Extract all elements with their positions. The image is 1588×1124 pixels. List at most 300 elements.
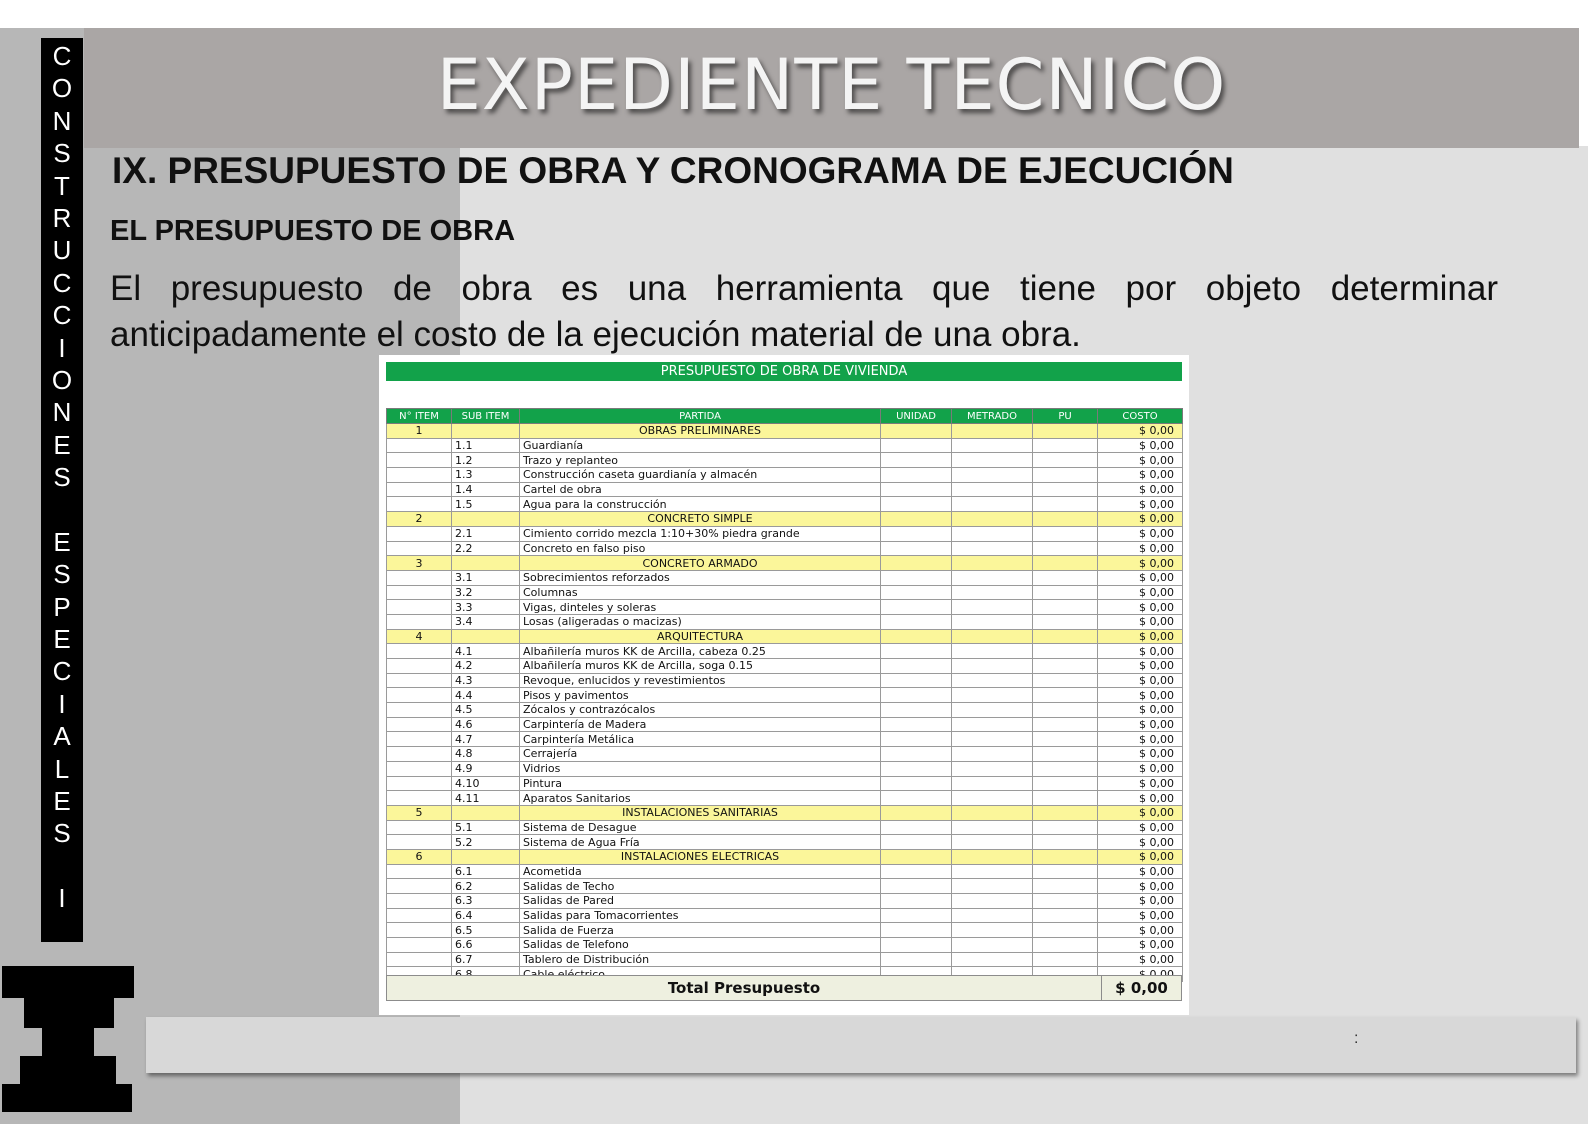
- table-row: [387, 644, 1183, 659]
- costo-cell: $ 0,00: [1098, 820, 1183, 835]
- sub-item-cell: [452, 424, 520, 439]
- pu-cell: [1033, 894, 1098, 909]
- vertical-label-letter: I: [58, 883, 66, 914]
- partida-cell: Carpintería de Madera: [520, 717, 881, 732]
- costo-cell: $ 0,00: [1098, 908, 1183, 923]
- metrado-cell: [952, 805, 1033, 820]
- costo-cell: $ 0,00: [1098, 629, 1183, 644]
- pu-cell: [1033, 438, 1098, 453]
- unidad-cell: [881, 864, 952, 879]
- metrado-cell: [952, 424, 1033, 439]
- unidad-cell: [881, 747, 952, 762]
- pu-cell: [1033, 541, 1098, 556]
- item-cell: [387, 747, 452, 762]
- unidad-cell: [881, 938, 952, 953]
- section-heading: IX. PRESUPUESTO DE OBRA Y CRONOGRAMA DE EJECUCIÓN: [112, 150, 1234, 191]
- item-cell: [387, 732, 452, 747]
- vertical-label: [41, 40, 83, 915]
- metrado-cell: [952, 908, 1033, 923]
- table-row: [387, 614, 1183, 629]
- partida-cell: Vidrios: [520, 761, 881, 776]
- item-cell: [387, 835, 452, 850]
- vertical-label-letter: S: [53, 818, 71, 849]
- partida-cell: Salidas para Tomacorrientes: [520, 908, 881, 923]
- vertical-label-letter: I: [58, 688, 66, 719]
- column-header: COSTO: [1098, 409, 1183, 424]
- sub-item-cell: 4.7: [452, 732, 520, 747]
- partida-cell: Zócalos y contrazócalos: [520, 703, 881, 718]
- sub-item-cell: 4.6: [452, 717, 520, 732]
- metrado-cell: [952, 761, 1033, 776]
- partida-cell: Salidas de Pared: [520, 894, 881, 909]
- costo-cell: $ 0,00: [1098, 952, 1183, 967]
- partida-cell: Albañilería muros KK de Arcilla, cabeza 0.25: [520, 644, 881, 659]
- partida-cell: Cartel de obra: [520, 482, 881, 497]
- item-cell: 3: [387, 556, 452, 571]
- sub-item-cell: 4.9: [452, 761, 520, 776]
- unidad-cell: [881, 556, 952, 571]
- total-label: Total Presupuesto: [387, 976, 1102, 1000]
- table-row: [387, 526, 1183, 541]
- table-row: [387, 688, 1183, 703]
- costo-cell: $ 0,00: [1098, 556, 1183, 571]
- metrado-cell: [952, 556, 1033, 571]
- pu-cell: [1033, 468, 1098, 483]
- unidad-cell: [881, 453, 952, 468]
- vertical-label-letter: C: [52, 300, 72, 331]
- footer-text: :: [1354, 1030, 1359, 1047]
- sub-item-cell: 4.3: [452, 673, 520, 688]
- pu-cell: [1033, 717, 1098, 732]
- partida-cell: Salidas de Telefono: [520, 938, 881, 953]
- unidad-cell: [881, 703, 952, 718]
- sub-item-cell: [452, 805, 520, 820]
- pu-cell: [1033, 526, 1098, 541]
- item-cell: [387, 438, 452, 453]
- sub-item-cell: 3.4: [452, 614, 520, 629]
- pu-cell: [1033, 453, 1098, 468]
- costo-cell: $ 0,00: [1098, 644, 1183, 659]
- unidad-cell: [881, 468, 952, 483]
- vertical-label-letter: E: [53, 429, 71, 460]
- costo-cell: $ 0,00: [1098, 497, 1183, 512]
- sub-item-cell: 1.5: [452, 497, 520, 512]
- item-cell: 4: [387, 629, 452, 644]
- partida-cell: Vigas, dinteles y soleras: [520, 600, 881, 615]
- table-row: [387, 879, 1183, 894]
- vertical-label-letter: O: [51, 73, 73, 104]
- table-row: [387, 820, 1183, 835]
- unidad-cell: [881, 673, 952, 688]
- budget-table-image: [379, 355, 1189, 1015]
- metrado-cell: [952, 482, 1033, 497]
- pu-cell: [1033, 673, 1098, 688]
- metrado-cell: [952, 732, 1033, 747]
- unidad-cell: [881, 923, 952, 938]
- partida-cell: Cerrajería: [520, 747, 881, 762]
- unidad-cell: [881, 908, 952, 923]
- metrado-cell: [952, 512, 1033, 527]
- partida-cell: Salidas de Techo: [520, 879, 881, 894]
- partida-cell: Concreto en falso piso: [520, 541, 881, 556]
- table-row: [387, 747, 1183, 762]
- item-cell: [387, 894, 452, 909]
- sub-item-cell: 4.8: [452, 747, 520, 762]
- pu-cell: [1033, 805, 1098, 820]
- item-cell: [387, 688, 452, 703]
- sub-item-cell: 3.1: [452, 570, 520, 585]
- costo-cell: $ 0,00: [1098, 732, 1183, 747]
- costo-cell: $ 0,00: [1098, 923, 1183, 938]
- item-cell: 2: [387, 512, 452, 527]
- total-row: [386, 975, 1182, 1001]
- table-row: [387, 703, 1183, 718]
- table-row: [387, 453, 1183, 468]
- vertical-label-letter: O: [51, 364, 73, 395]
- vertical-label-letter: P: [53, 591, 71, 622]
- metrado-cell: [952, 438, 1033, 453]
- table-row: [387, 732, 1183, 747]
- vertical-label-letter: T: [54, 170, 70, 201]
- pu-cell: [1033, 864, 1098, 879]
- item-cell: 5: [387, 805, 452, 820]
- table-row: [387, 482, 1183, 497]
- metrado-cell: [952, 688, 1033, 703]
- costo-cell: $ 0,00: [1098, 482, 1183, 497]
- table-row: [387, 659, 1183, 674]
- unidad-cell: [881, 835, 952, 850]
- partida-cell: Guardianía: [520, 438, 881, 453]
- costo-cell: $ 0,00: [1098, 835, 1183, 850]
- unidad-cell: [881, 497, 952, 512]
- costo-cell: $ 0,00: [1098, 424, 1183, 439]
- table-row: [387, 497, 1183, 512]
- pu-cell: [1033, 556, 1098, 571]
- metrado-cell: [952, 776, 1033, 791]
- table-row: [387, 761, 1183, 776]
- costo-cell: $ 0,00: [1098, 849, 1183, 864]
- vertical-label-letter: I: [58, 332, 66, 363]
- unidad-cell: [881, 526, 952, 541]
- costo-cell: $ 0,00: [1098, 776, 1183, 791]
- partida-cell: CONCRETO SIMPLE: [520, 512, 881, 527]
- vertical-label-letter: N: [52, 397, 72, 428]
- costo-cell: $ 0,00: [1098, 585, 1183, 600]
- metrado-cell: [952, 938, 1033, 953]
- table-row: [387, 952, 1183, 967]
- sub-item-cell: 1.1: [452, 438, 520, 453]
- item-cell: [387, 585, 452, 600]
- column-header: PU: [1033, 409, 1098, 424]
- costo-cell: $ 0,00: [1098, 570, 1183, 585]
- vertical-label-letter: R: [52, 202, 72, 233]
- section-subheading: EL PRESUPUESTO DE OBRA: [110, 215, 516, 247]
- item-cell: [387, 600, 452, 615]
- pu-cell: [1033, 849, 1098, 864]
- costo-cell: $ 0,00: [1098, 453, 1183, 468]
- item-cell: [387, 879, 452, 894]
- sub-item-cell: 5.1: [452, 820, 520, 835]
- costo-cell: $ 0,00: [1098, 791, 1183, 806]
- sub-item-cell: 4.11: [452, 791, 520, 806]
- sub-item-cell: 2.2: [452, 541, 520, 556]
- costo-cell: $ 0,00: [1098, 805, 1183, 820]
- partida-cell: Sistema de Agua Fría: [520, 835, 881, 850]
- table-row: [387, 600, 1183, 615]
- unidad-cell: [881, 894, 952, 909]
- costo-cell: $ 0,00: [1098, 512, 1183, 527]
- sub-item-cell: 1.2: [452, 453, 520, 468]
- unidad-cell: [881, 541, 952, 556]
- pu-cell: [1033, 835, 1098, 850]
- item-cell: [387, 703, 452, 718]
- page-title: EXPEDIENTE TECNICO: [436, 44, 1227, 126]
- table-row: [387, 673, 1183, 688]
- unidad-cell: [881, 512, 952, 527]
- item-cell: [387, 791, 452, 806]
- table-row: [387, 585, 1183, 600]
- sub-item-cell: 4.5: [452, 703, 520, 718]
- vertical-label-letter: C: [52, 656, 72, 687]
- item-cell: [387, 717, 452, 732]
- unidad-cell: [881, 438, 952, 453]
- table-row: [387, 908, 1183, 923]
- pu-cell: [1033, 600, 1098, 615]
- unidad-cell: [881, 600, 952, 615]
- sub-item-cell: 4.2: [452, 659, 520, 674]
- metrado-cell: [952, 644, 1033, 659]
- metrado-cell: [952, 541, 1033, 556]
- table-row: [387, 791, 1183, 806]
- costo-cell: $ 0,00: [1098, 600, 1183, 615]
- column-header: METRADO: [952, 409, 1033, 424]
- table-row: [387, 468, 1183, 483]
- pu-cell: [1033, 747, 1098, 762]
- costo-cell: $ 0,00: [1098, 526, 1183, 541]
- partida-cell: Pisos y pavimentos: [520, 688, 881, 703]
- partida-cell: Construcción caseta guardianía y almacén: [520, 468, 881, 483]
- item-cell: [387, 497, 452, 512]
- sub-item-cell: 1.4: [452, 482, 520, 497]
- metrado-cell: [952, 673, 1033, 688]
- item-cell: [387, 938, 452, 953]
- vertical-label-letter: U: [52, 235, 72, 266]
- metrado-cell: [952, 894, 1033, 909]
- sub-item-cell: 6.5: [452, 923, 520, 938]
- metrado-cell: [952, 659, 1033, 674]
- metrado-cell: [952, 791, 1033, 806]
- partida-cell: Aparatos Sanitarios: [520, 791, 881, 806]
- table-row: [387, 894, 1183, 909]
- unidad-cell: [881, 614, 952, 629]
- partida-cell: Sobrecimientos reforzados: [520, 570, 881, 585]
- item-cell: [387, 864, 452, 879]
- costo-cell: $ 0,00: [1098, 879, 1183, 894]
- sub-item-cell: 4.10: [452, 776, 520, 791]
- unidad-cell: [881, 776, 952, 791]
- partida-cell: Salida de Fuerza: [520, 923, 881, 938]
- costo-cell: $ 0,00: [1098, 541, 1183, 556]
- sub-item-cell: 3.2: [452, 585, 520, 600]
- unidad-cell: [881, 820, 952, 835]
- sub-item-cell: 6.4: [452, 908, 520, 923]
- unidad-cell: [881, 805, 952, 820]
- partida-cell: ARQUITECTURA: [520, 629, 881, 644]
- metrado-cell: [952, 835, 1033, 850]
- pu-cell: [1033, 570, 1098, 585]
- sub-item-cell: [452, 512, 520, 527]
- item-cell: [387, 952, 452, 967]
- column-header: N° ITEM: [387, 409, 452, 424]
- vertical-label-letter: A: [53, 721, 71, 752]
- metrado-cell: [952, 879, 1033, 894]
- table-section-row: [387, 805, 1183, 820]
- pu-cell: [1033, 938, 1098, 953]
- metrado-cell: [952, 849, 1033, 864]
- pu-cell: [1033, 644, 1098, 659]
- metrado-cell: [952, 703, 1033, 718]
- costo-cell: $ 0,00: [1098, 747, 1183, 762]
- metrado-cell: [952, 629, 1033, 644]
- metrado-cell: [952, 614, 1033, 629]
- pu-cell: [1033, 497, 1098, 512]
- costo-cell: $ 0,00: [1098, 894, 1183, 909]
- metrado-cell: [952, 747, 1033, 762]
- unidad-cell: [881, 424, 952, 439]
- partida-cell: Columnas: [520, 585, 881, 600]
- vertical-label-letter: E: [53, 526, 71, 557]
- item-cell: [387, 614, 452, 629]
- costo-cell: $ 0,00: [1098, 688, 1183, 703]
- item-cell: 6: [387, 849, 452, 864]
- pu-cell: [1033, 585, 1098, 600]
- item-cell: [387, 453, 452, 468]
- metrado-cell: [952, 864, 1033, 879]
- partida-cell: Losas (aligeradas o macizas): [520, 614, 881, 629]
- partida-cell: Revoque, enlucidos y revestimientos: [520, 673, 881, 688]
- sub-item-cell: [452, 629, 520, 644]
- item-cell: [387, 908, 452, 923]
- table-section-row: [387, 424, 1183, 439]
- partida-cell: INSTALACIONES SANITARIAS: [520, 805, 881, 820]
- costo-cell: $ 0,00: [1098, 864, 1183, 879]
- footer-bar: [146, 1017, 1576, 1073]
- pu-cell: [1033, 820, 1098, 835]
- metrado-cell: [952, 526, 1033, 541]
- logo-icon: [2, 966, 136, 1114]
- column-header: PARTIDA: [520, 409, 881, 424]
- partida-cell: Carpintería Metálica: [520, 732, 881, 747]
- table-row: [387, 717, 1183, 732]
- metrado-cell: [952, 497, 1033, 512]
- table-row: [387, 438, 1183, 453]
- item-cell: [387, 673, 452, 688]
- table-section-row: [387, 512, 1183, 527]
- costo-cell: $ 0,00: [1098, 659, 1183, 674]
- pu-cell: [1033, 923, 1098, 938]
- unidad-cell: [881, 570, 952, 585]
- unidad-cell: [881, 629, 952, 644]
- partida-cell: Sistema de Desague: [520, 820, 881, 835]
- metrado-cell: [952, 923, 1033, 938]
- costo-cell: $ 0,00: [1098, 717, 1183, 732]
- partida-cell: Tablero de Distribución: [520, 952, 881, 967]
- budget-table: [386, 408, 1183, 982]
- vertical-label-letter: E: [53, 624, 71, 655]
- sub-item-cell: 6.6: [452, 938, 520, 953]
- vertical-label-letter: E: [53, 785, 71, 816]
- pu-cell: [1033, 732, 1098, 747]
- pu-cell: [1033, 761, 1098, 776]
- unidad-cell: [881, 644, 952, 659]
- pu-cell: [1033, 908, 1098, 923]
- sub-item-cell: [452, 849, 520, 864]
- unidad-cell: [881, 791, 952, 806]
- metrado-cell: [952, 600, 1033, 615]
- table-section-row: [387, 556, 1183, 571]
- partida-cell: Pintura: [520, 776, 881, 791]
- sub-item-cell: 4.1: [452, 644, 520, 659]
- costo-cell: $ 0,00: [1098, 673, 1183, 688]
- table-row: [387, 923, 1183, 938]
- unidad-cell: [881, 585, 952, 600]
- sub-item-cell: 6.3: [452, 894, 520, 909]
- unidad-cell: [881, 732, 952, 747]
- total-value: $ 0,00: [1115, 979, 1168, 997]
- table-row: [387, 541, 1183, 556]
- metrado-cell: [952, 717, 1033, 732]
- costo-cell: $ 0,00: [1098, 438, 1183, 453]
- pu-cell: [1033, 776, 1098, 791]
- partida-cell: Acometida: [520, 864, 881, 879]
- partida-cell: CONCRETO ARMADO: [520, 556, 881, 571]
- partida-cell: OBRAS PRELIMINARES: [520, 424, 881, 439]
- section-paragraph: El presupuesto de obra es una herramienta que tiene por objeto determinar anticipadamente el costo de la ejecución material de una obra.: [110, 269, 1498, 354]
- item-cell: 1: [387, 424, 452, 439]
- vertical-label-letter: S: [53, 462, 71, 493]
- unidad-cell: [881, 688, 952, 703]
- pu-cell: [1033, 703, 1098, 718]
- pu-cell: [1033, 482, 1098, 497]
- vertical-label-letter: N: [52, 105, 72, 136]
- unidad-cell: [881, 952, 952, 967]
- table-row: [387, 864, 1183, 879]
- item-cell: [387, 482, 452, 497]
- partida-cell: INSTALACIONES ELECTRICAS: [520, 849, 881, 864]
- partida-cell: Trazo y replanteo: [520, 453, 881, 468]
- pu-cell: [1033, 659, 1098, 674]
- metrado-cell: [952, 820, 1033, 835]
- item-cell: [387, 541, 452, 556]
- table-row: [387, 570, 1183, 585]
- metrado-cell: [952, 585, 1033, 600]
- costo-cell: $ 0,00: [1098, 614, 1183, 629]
- sub-item-cell: 5.2: [452, 835, 520, 850]
- column-header: SUB ITEM: [452, 409, 520, 424]
- sub-item-cell: 2.1: [452, 526, 520, 541]
- item-cell: [387, 776, 452, 791]
- item-cell: [387, 659, 452, 674]
- costo-cell: $ 0,00: [1098, 703, 1183, 718]
- table-row: [387, 835, 1183, 850]
- partida-cell: Cimiento corrido mezcla 1:10+30% piedra grande: [520, 526, 881, 541]
- partida-cell: Albañilería muros KK de Arcilla, soga 0.15: [520, 659, 881, 674]
- pu-cell: [1033, 424, 1098, 439]
- unidad-cell: [881, 761, 952, 776]
- sub-item-cell: 3.3: [452, 600, 520, 615]
- vertical-label-letter: S: [53, 138, 71, 169]
- costo-cell: $ 0,00: [1098, 468, 1183, 483]
